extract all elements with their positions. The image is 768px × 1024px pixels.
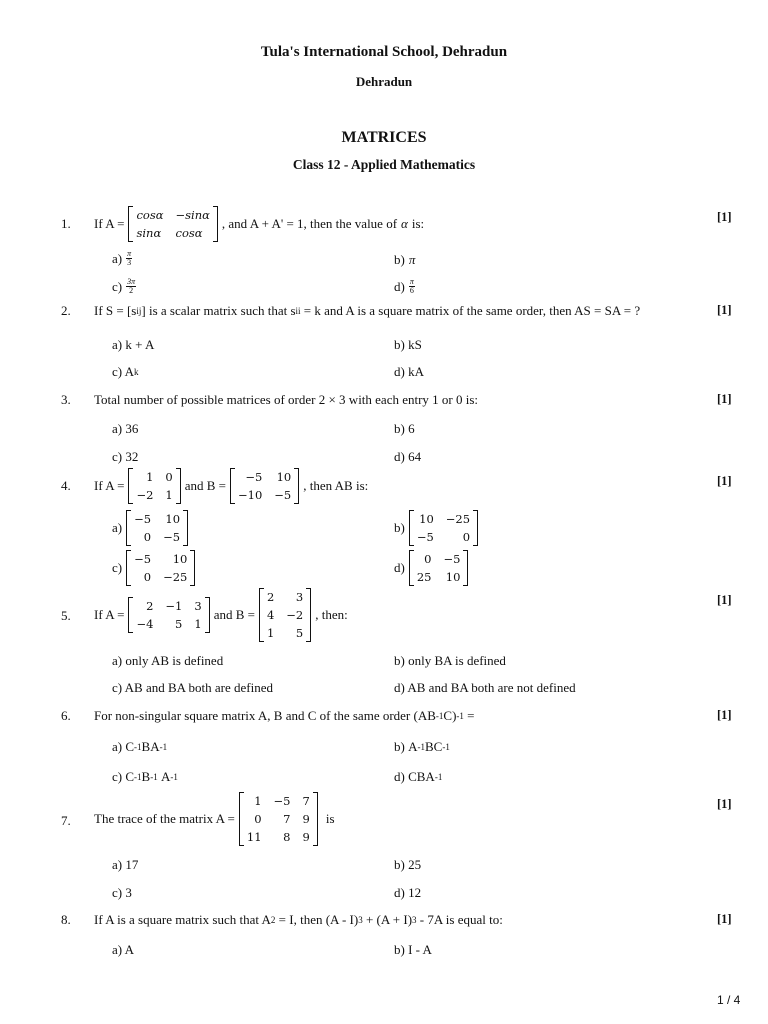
matrix-b: 2 3 4 −2 1 5 <box>259 588 311 642</box>
option-a: a) only AB is defined <box>112 653 224 668</box>
option-c: c) AB and BA both are defined <box>112 680 274 695</box>
question-number: 3. <box>61 392 71 407</box>
option-c: c) 32 <box>112 449 139 464</box>
matrix-a: 1 0 −2 1 <box>128 468 180 504</box>
question-number: 2. <box>61 303 71 318</box>
option-a: a) k + A <box>112 337 155 352</box>
option-d: d) 12 <box>394 885 422 900</box>
question-number: 8. <box>61 912 71 927</box>
school-name: Tula's International School, Dehradun <box>260 44 508 60</box>
option-b: b) kS <box>394 337 422 352</box>
option-d: d) kA <box>394 364 424 379</box>
question-number: 7. <box>61 813 71 828</box>
option-a: a) 36 <box>112 421 139 436</box>
option-d: d) 0 −5 25 10 <box>394 550 468 586</box>
question-text: If A = 2 −1 3 −4 5 1 and B = 2 3 4 −2 1 5 , then: <box>94 590 348 640</box>
question-text: The trace of the matrix A = 1 −5 7 0 7 9 11 8 9 is <box>94 794 335 844</box>
question-number: 1. <box>61 216 71 231</box>
option-c: c) A k <box>112 364 139 379</box>
question-number: 6. <box>61 708 71 723</box>
marks: [1] <box>717 708 732 722</box>
question-number: 4. <box>61 478 71 493</box>
option-d: d) CBA -1 <box>394 769 443 784</box>
matrix-a: 1 −5 7 0 7 9 11 8 9 <box>239 792 318 846</box>
option-d: d) 64 <box>394 449 422 464</box>
question-number: 5. <box>61 608 71 623</box>
marks: [1] <box>717 210 732 224</box>
option-c: c) C -1 B -1 A -1 <box>112 769 178 784</box>
question-text: Total number of possible matrices of order 2 × 3 with each entry 1 or 0 is: <box>94 392 479 407</box>
option-a: a) 17 <box>112 857 139 872</box>
marks: [1] <box>717 392 732 406</box>
option-a: a) −5 10 0 −5 <box>112 510 188 546</box>
option-b: b) only BA is defined <box>394 653 506 668</box>
option-b: b) I - A <box>394 942 432 957</box>
option-a: a) $\frac{\pi}{3}$ <box>112 249 132 267</box>
school-city: Dehradun <box>355 74 413 89</box>
option-b: b) π <box>394 252 416 267</box>
class-line: Class 12 - Applied Mathematics <box>292 157 476 172</box>
matrix-b: −5 10 −10 −5 <box>230 468 299 504</box>
matrix-a: 2 −1 3 −4 5 1 <box>128 597 209 633</box>
question-text: If A = cosα −sinα sinα cosα , and A + A' = 1, then the value of α is: <box>94 208 425 240</box>
matrix-a: cosα −sinα sinα cosα <box>128 206 217 242</box>
marks: [1] <box>717 474 732 488</box>
marks: [1] <box>717 303 732 317</box>
question-text: If S = [s ij ] is a scalar matrix such that s ii = k and A is a square matrix of the same order, then AS = SA = ? <box>94 303 641 318</box>
option-c: c) 3 <box>112 885 132 900</box>
option-d: d) AB and BA both are not defined <box>394 680 576 695</box>
marks: [1] <box>717 912 732 926</box>
option-b: b) 25 <box>394 857 422 872</box>
option-c: c) −5 10 0 −25 <box>112 550 195 586</box>
option-a: a) C -1 BA -1 <box>112 739 168 754</box>
option-b: b) A -1 BC -1 <box>394 739 450 754</box>
option-a: a) A <box>112 942 135 957</box>
marks: [1] <box>717 797 732 811</box>
option-d: d) $\frac{\pi}{6}$ <box>394 277 414 295</box>
subject-title: MATRICES <box>341 129 427 146</box>
question-text: If A is a square matrix such that A 2 = I, then (A - I) 3 + (A + I) 3 - 7A is equal to: <box>94 912 503 927</box>
question-text: For non-singular square matrix A, B and C of the same order (AB -1 C) -1 = <box>94 708 475 723</box>
marks: [1] <box>717 593 732 607</box>
option-b: b) 10 −25 −5 0 <box>394 510 478 546</box>
option-b: b) 6 <box>394 421 415 436</box>
option-c: c) $\frac{3\pi}{2}$ <box>112 277 136 295</box>
question-text: If A = 1 0 −2 1 and B = −5 10 −10 −5 , then AB is: <box>94 470 369 502</box>
page-number: 1 / 4 <box>717 993 741 1007</box>
